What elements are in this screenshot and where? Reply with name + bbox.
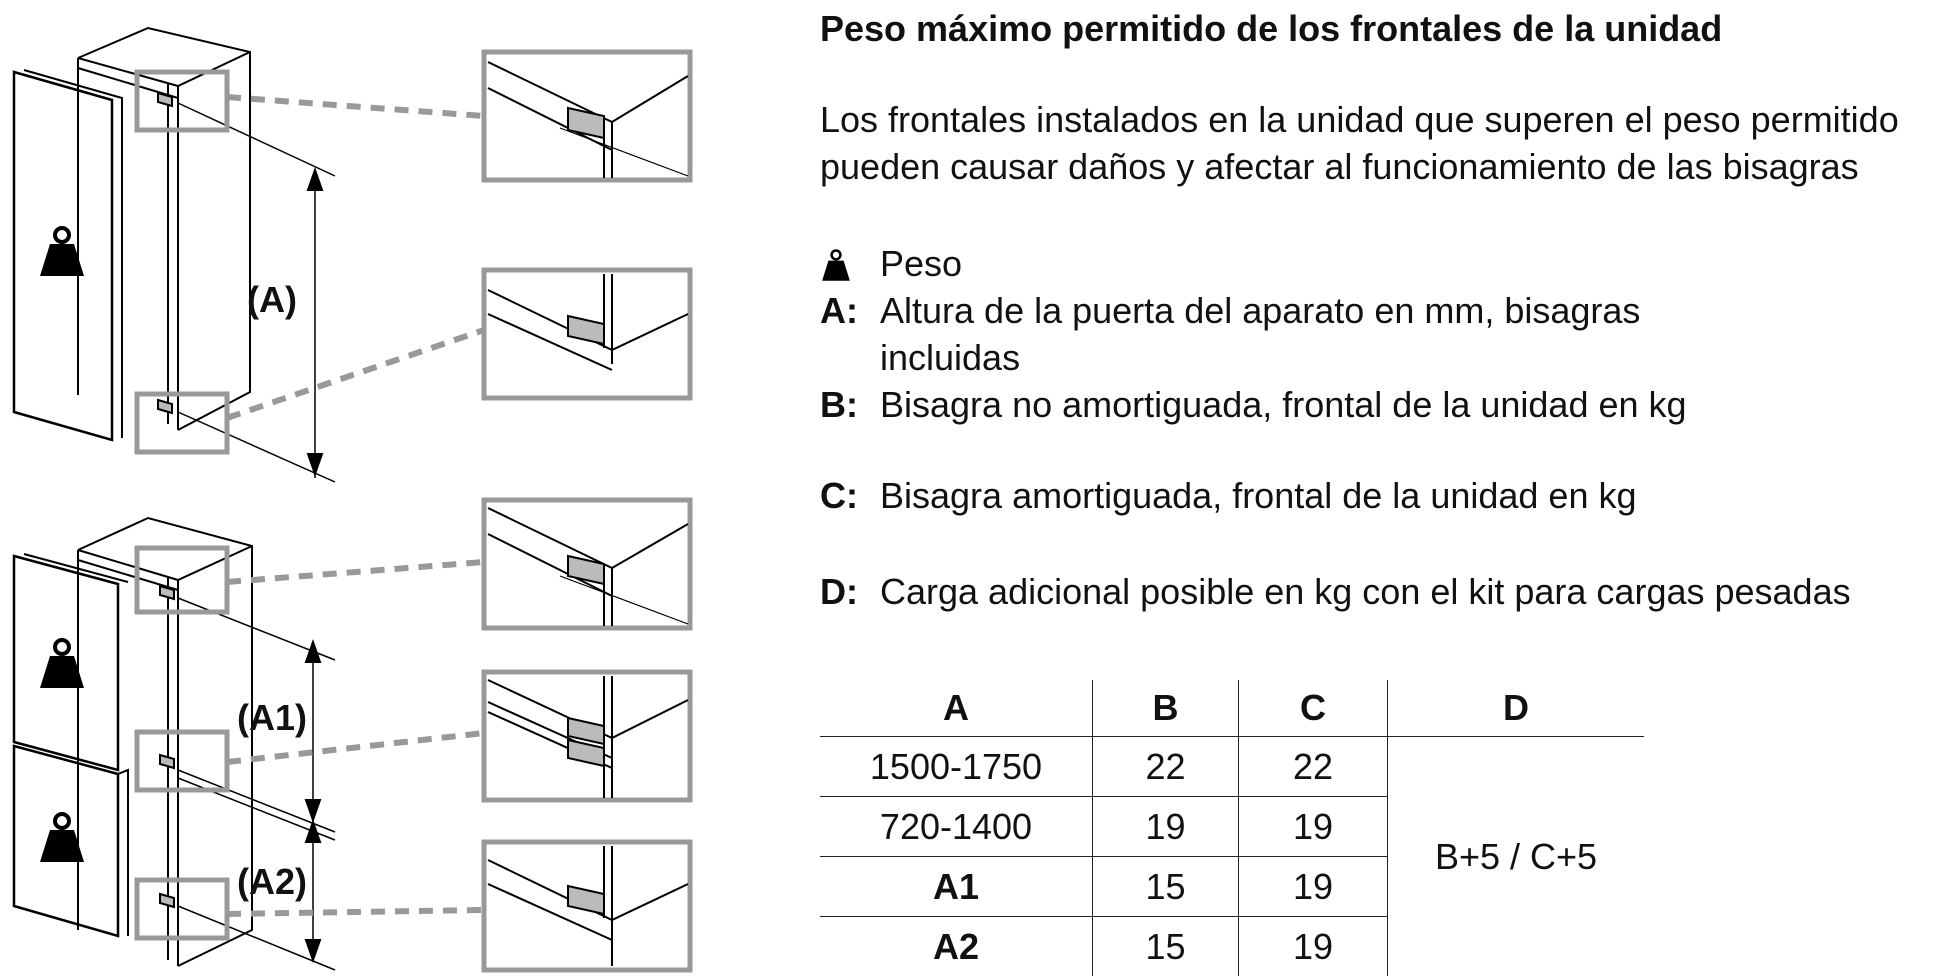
table-cell: 22 [1093,737,1239,797]
legend-text-b: Bisagra no amortiguada, frontal de la unidad en kg [880,384,1687,425]
table-cell: 22 [1239,737,1388,797]
legend-item-c [820,472,1955,519]
table-header: B [1093,680,1239,737]
table-cell: 19 [1239,917,1388,977]
table-cell-d: B+5 / C+5 [1434,835,1598,877]
legend-key-b: B: [820,384,858,425]
legend-key-c: C: [820,475,858,516]
legend-item-b [820,381,1955,428]
table-row [820,737,1644,797]
legend-text-weight: Peso [880,243,963,284]
legend-item-d [820,568,1955,615]
dimension-label-a1: (A1) [237,697,307,738]
legend-item-weight [820,240,1955,287]
table-header-row [820,680,1644,737]
table-header: D [1388,680,1645,737]
table-cell: 720-1400 [820,797,1093,857]
installation-diagram [0,0,780,980]
table-header: C [1239,680,1388,737]
table-cell: A1 [820,857,1093,917]
intro-paragraph: Los frontales instalados en la unidad que superen el peso permitido pueden causar daños y afectar al funcionamiento de las bisagras [820,99,1899,187]
table-cell: 15 [1093,857,1239,917]
legend-text-c: Bisagra amortiguada, frontal de la unidad en kg [880,475,1637,516]
table-cell: 19 [1239,797,1388,857]
legend-text-a: Altura de la puerta del aparato en mm, bisagras incluidas [880,290,1641,378]
instructions-panel [820,0,1955,980]
table-header: A [820,680,1093,737]
legend-key-a: A: [820,290,858,331]
page-title: Peso máximo permitido de los frontales de la unidad [820,8,1723,49]
table-cell: 19 [1093,797,1239,857]
legend-key-d: D: [820,571,858,612]
weight-table [820,680,1644,976]
table-cell: 19 [1239,857,1388,917]
table-cell: 1500-1750 [820,737,1093,797]
legend-item-a [820,287,1955,381]
dimension-label-a: (A) [247,279,297,320]
legend-text-d: Carga adicional posible en kg con el kit para cargas pesadas [880,571,1851,612]
table-cell: 15 [1093,917,1239,977]
dimension-label-a2: (A2) [237,861,307,902]
table-cell: A2 [820,917,1093,977]
